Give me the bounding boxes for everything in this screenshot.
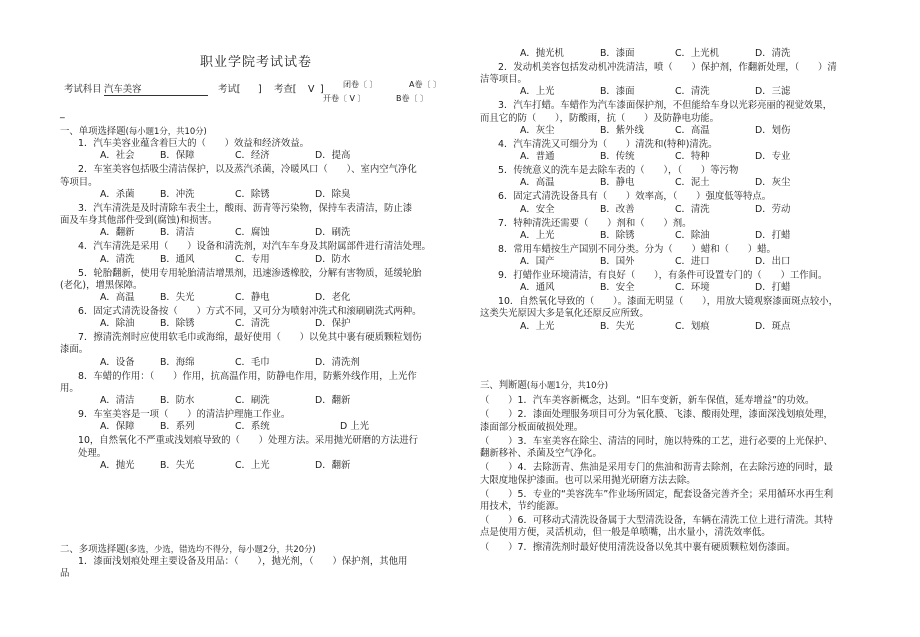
check-label: 考查[ [274, 84, 297, 95]
question: 9．车室美容是一项（ ）的清洁护理施工作业。 [78, 409, 291, 421]
option-a: A．高温 [100, 291, 135, 303]
option-b: B．除锈 [600, 229, 635, 241]
question: 6．固定式清洗设备按（ ）方式不同，又可分为喷射冲洗式和滚刷刷洗式两种。 [78, 305, 422, 317]
judgement-continuation: 翻新移补、杀菌及空气净化。 [480, 448, 602, 460]
question: 4．汽车清洗是采用（ ）设备和清洗剂，对汽车车身及其附属部件进行清洁处理。 [78, 241, 431, 253]
section-multiple-choice-cont [480, 48, 880, 335]
section-single-choice [60, 126, 455, 474]
options [480, 177, 880, 191]
option-d: D．翻新 [315, 459, 351, 471]
question: 5．轮胎翻新，使用专用轮胎清洁增黑剂，迅速渗透橡胶，分解有害物质，延缓轮胎 [78, 267, 422, 279]
option-a: A．抛光机 [520, 48, 564, 59]
judgement-continuation: 大限度地保护漆面。也可以采用抛光研磨方法去除。 [480, 474, 696, 486]
option-d: D．劳动 [755, 203, 791, 215]
option-d: D．出口 [755, 255, 791, 267]
section-true-false [480, 380, 880, 554]
option-d: D 上光 [340, 421, 369, 433]
options [60, 150, 455, 164]
option-c: C．清洗 [675, 86, 710, 98]
judgement-item: （ ）3．车室美容在除尘、清洁的同时，施以特殊的工艺，进行必要的上光保护、 [480, 435, 833, 447]
question-continuation: 处理。 [78, 447, 107, 459]
option-b: B．紫外线 [600, 124, 644, 136]
option-a: A．普通 [520, 151, 555, 163]
option-a: A．保障 [100, 421, 135, 433]
option-b: B．失光 [160, 459, 195, 471]
option-d: D．提高 [315, 150, 351, 162]
option-c: C．特种 [675, 151, 710, 163]
question: 3．汽车打蜡。车蜡作为汽车漆面保护剂，不但能给车身以光彩亮丽的视觉效果， [498, 100, 833, 112]
options [60, 189, 455, 203]
options [480, 230, 880, 244]
option-a: A．通风 [520, 282, 555, 294]
option-c: C．清洗 [675, 203, 710, 215]
question: 3．汽车清洗是及时清除车表尘土，酸雨、沥青等污染物，保持车表清洁，防止漆 [78, 202, 413, 214]
option-b: B．传统 [600, 151, 635, 163]
question-continuation: 而且它的防（ ），防酸雨，抗（ ）及防静电功能。 [480, 112, 720, 124]
question: 6．固定式清洗设备具有（ ）效率高，（ ）强度低等特点。 [498, 191, 772, 203]
option-d: D．老化 [315, 291, 351, 303]
exam-label: 考试[ [218, 84, 241, 95]
option-b: B．改善 [600, 203, 635, 215]
question-continuation: 品 [60, 568, 70, 580]
option-c: C．静电 [235, 291, 270, 303]
option-c: C．除锈 [235, 188, 270, 200]
check-close: ] [320, 84, 324, 95]
option-c: C．毛巾 [235, 356, 270, 368]
judgement-item: （ ）4．去除沥青、焦油是采用专门的焦油和沥青去除剂，在去除污迹的同时，最 [480, 462, 833, 474]
judgement-item: （ ）5．专业的“美容洗车”作业场所固定，配套设备完善齐全；采用循环水再生利 [480, 488, 834, 500]
option-b: B．国外 [600, 255, 635, 267]
option-a: A．社会 [100, 150, 135, 162]
options [60, 421, 455, 435]
option-c: C．清洗 [235, 318, 270, 330]
option-d: D．翻新 [315, 395, 351, 407]
section-title: 一、单项选择题(每小题1分，共10分) [60, 126, 207, 137]
option-d: D．灰尘 [755, 177, 791, 189]
question: 1．汽车美容业蕴含着巨大的（ ）效益和经济效益。 [78, 138, 309, 150]
option-c: C．上光机 [675, 48, 720, 59]
exam-close: ] [258, 84, 262, 95]
closed-book-option: 闭卷〔 〕 [343, 80, 378, 89]
option-d: D．三滤 [755, 86, 791, 98]
option-c: C．上光 [235, 459, 270, 471]
exam-title: 职业学院考试试卷 [200, 55, 313, 70]
option-a: A．抛光 [100, 459, 135, 471]
option-b: B．保障 [160, 150, 195, 162]
options [480, 204, 880, 218]
option-b: B．漆面 [600, 48, 635, 59]
options [60, 357, 455, 371]
option-b: B．清洁 [160, 227, 195, 239]
options [60, 254, 455, 268]
check-mark: V [308, 84, 315, 95]
question-continuation: 面及车身其他部件受到(腐蚀)和损害。 [60, 215, 218, 227]
section-title: 三、判断题(每小题1分，共10分) [480, 380, 609, 391]
options [60, 460, 455, 474]
option-c: C．系统 [235, 421, 270, 433]
option-a: A．翻新 [100, 227, 135, 239]
options [60, 227, 455, 241]
option-a: A．清洗 [100, 253, 135, 265]
option-b: B．系列 [160, 421, 195, 433]
option-c: C．专用 [235, 253, 270, 265]
question-continuation: 这类失光原因大多是氧化还原反应所致。 [480, 308, 649, 320]
question: 10．自然氧化导致的（ ）。漆面无明显（ ），用放大镜观察漆面斑点较小， [498, 296, 839, 308]
option-b: B．失光 [600, 320, 635, 332]
options [60, 318, 455, 332]
option-b: B．失光 [160, 291, 195, 303]
option-c: C．泥土 [675, 177, 710, 189]
section-multiple-choice [60, 544, 455, 581]
option-d: D．打蜡 [755, 229, 791, 241]
question: 5．传统意义的洗车是去除车表的（ ），（ ）等污物 [498, 165, 739, 177]
option-b: B．海绵 [160, 356, 195, 368]
question-continuation: (老化)，增黑保障。 [60, 279, 143, 291]
option-a: A．上光 [520, 229, 555, 241]
question: 7．擦清洗剂时应使用软毛巾或海绵，最好使用（ ）以免其中裹有硬质颗粒划伤 [78, 332, 422, 344]
section-title: 二、多项选择题(多选，少选，错选均不得分，每小题2分，共20分) [60, 544, 316, 555]
judgement-continuation: 漆面部分板面破损处理。 [480, 421, 584, 433]
options [480, 86, 880, 100]
option-d: D．保护 [315, 318, 351, 330]
judgement-item: （ ）1．汽车美容新概念，达到。“旧车变新，新车保值，延寿增益”的功效。 [480, 395, 815, 407]
option-a: A．上光 [520, 86, 555, 98]
option-b: B．静电 [600, 177, 635, 189]
question-continuation: 洁等项目。 [480, 74, 527, 86]
option-d: D．清洗 [755, 48, 791, 59]
option-a: A．灰尘 [520, 124, 555, 136]
option-d: D．防水 [315, 253, 351, 265]
option-d: D．专业 [755, 151, 791, 163]
question: 2．发动机美容包括发动机冲洗清洁，喷（ ）保护剂，作翻新处理，（ ）清 [498, 62, 837, 73]
option-b: B．漆面 [600, 86, 635, 98]
option-b: B．通风 [160, 253, 195, 265]
option-a: A．清洁 [100, 395, 135, 407]
question: 1．漆面浅划痕处理主要设备及用品：（ ），抛光剂，（ ）保护剂，其他用 [78, 556, 408, 568]
options [60, 292, 455, 306]
question: 7．特种清洗还需要（ ）剂和（ ）剂。 [498, 217, 692, 229]
option-b: B．安全 [600, 282, 635, 294]
option-c: C．刷洗 [235, 395, 270, 407]
option-c: C．划痕 [675, 320, 710, 332]
subject-label: 考试科目 [64, 84, 102, 95]
judgement-continuation: 点是使用方便，灵活机动，但一般是单喷嘴，出水量小，清洗效率低。 [480, 527, 771, 539]
question: 10，自然氧化不严重或浅划痕导致的（ ）处理方法。采用抛光研磨的方法进行 [78, 435, 419, 447]
option-a: A．安全 [520, 203, 555, 215]
option-a: A．国产 [520, 255, 555, 267]
question-continuation: 用。 [60, 382, 79, 394]
options [480, 256, 880, 270]
option-a: A．除油 [100, 318, 135, 330]
option-c: C．环境 [675, 282, 710, 294]
question-continuation: 漆面。 [60, 344, 89, 356]
option-d: D．刷洗 [315, 227, 351, 239]
question: 9．打蜡作业环境清洁，有良好（ ），有条件可设置专门的（ ）工作间。 [498, 269, 828, 281]
options [480, 151, 880, 165]
paper-b-option: B卷〔 〕 [396, 94, 429, 103]
question: 2．车室美容包括吸尘清洁保护，以及蒸汽杀菌，冷暖风口（ ）、室内空气净化 [78, 164, 417, 176]
option-d: D．打蜡 [755, 282, 791, 294]
option-c: C．高温 [675, 124, 710, 136]
option-b: B．除锈 [160, 318, 195, 330]
option-d: D．划伤 [755, 124, 791, 136]
option-c: C．进口 [675, 255, 710, 267]
option-a: A．上光 [520, 320, 555, 332]
judgement-item: （ ）2．漆面处理服务项目可分为氧化膜、飞漆、酸雨处理，漆面深浅划痕处理， [480, 409, 833, 421]
option-c: C．经济 [235, 150, 270, 162]
options [480, 282, 880, 296]
options [480, 48, 880, 62]
option-b: B．防水 [160, 395, 195, 407]
option-d: D．斑点 [755, 320, 791, 332]
option-a: A．高温 [520, 177, 555, 189]
open-book-option: 开卷〔 V 〕 [323, 94, 366, 103]
options [480, 321, 880, 335]
question: 8．车蜡的作用：（ ）作用，抗高温作用，防静电作用，防紫外线作用，上光作 [78, 370, 417, 382]
judgement-item: （ ）7．擦清洗剂时最好使用清洗设备以免其中裹有硬质颗粒划伤漆面。 [480, 541, 796, 553]
question-continuation: 等项目。 [60, 176, 98, 188]
option-a: A．设备 [100, 356, 135, 368]
subject-value: 汽车美容 [104, 84, 208, 96]
paper-a-option: A卷〔 〕 [409, 80, 442, 89]
option-a: A．杀菌 [100, 188, 135, 200]
option-b: B．冲洗 [160, 188, 195, 200]
question: 4．汽车清洗又可细分为（ ）清洗和(特种)清洗。 [498, 138, 718, 150]
option-d: D．清洗剂 [315, 356, 360, 368]
option-c: C．除油 [675, 229, 710, 241]
judgement-continuation: 用技术，节约能源。 [480, 500, 565, 512]
options [60, 395, 455, 409]
judgement-item: （ ）6．可移动式清洗设备属于大型清洗设备，车辆在清洗工位上进行清洗。其特 [480, 515, 833, 527]
header-dash: _ [60, 108, 65, 119]
question: 8．常用车蜡按生产国别不同分类。分为（ ）蜡和（ ）蜡。 [498, 243, 776, 255]
option-d: D．除臭 [315, 188, 351, 200]
option-c: C．腐蚀 [235, 227, 270, 239]
options [480, 125, 880, 139]
